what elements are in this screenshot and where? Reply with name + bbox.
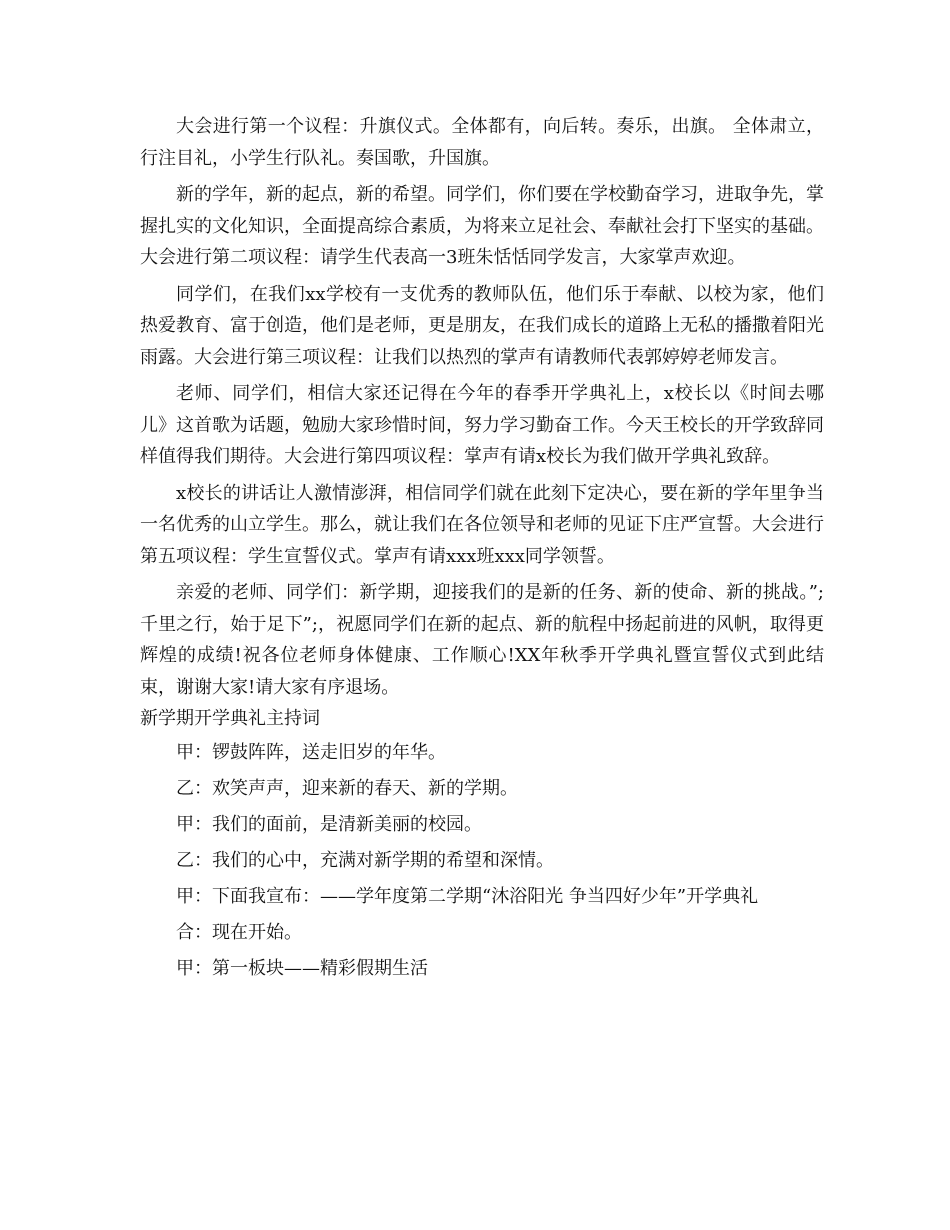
dialog-line: 乙：欢笑声声，迎来新的春天、新的学期。 <box>176 777 518 799</box>
dialog-line: 甲：我们的面前，是清新美丽的校园。 <box>176 813 482 835</box>
dialog-line: 甲：第一板块——精彩假期生活 <box>176 957 428 979</box>
dialog-line: 乙：我们的心中，充满对新学期的希望和深情。 <box>176 849 554 871</box>
section-title: 新学期开学典礼主持词 <box>140 708 320 729</box>
dialog-line: 甲：锣鼓阵阵，送走旧岁的年华。 <box>176 741 446 763</box>
document-body <box>140 111 824 987</box>
dialog-line: 合：现在开始。 <box>176 921 302 943</box>
paragraph-teachers: 同学们，在我们xx学校有一支优秀的教师队伍，他们乐于奉献、以校为家，他们热爱教育、富于创造，他们是老师，更是朋友，在我们成长的道路上无私的播撒着阳光雨露。大会进行第三项议程：让我们以热烈的掌声有请教师代表郭婷婷老师发言。 <box>140 283 824 368</box>
paragraph-new-school-year: 新的学年，新的起点，新的希望。同学们，你们要在学校勤奋学习，进取争先，掌握扎实的文化知识，全面提高综合素质，为将来立足社会、奉献社会打下坚实的基础。大会进行第二项议程：请学生代表高一3班朱恬恬同学发言，大家掌声欢迎。 <box>140 184 824 268</box>
dialog-line: 甲：下面我宣布：——学年度第二学期“沐浴阳光 争当四好少年”开学典礼 <box>176 885 759 907</box>
paragraph-closing: 亲爱的老师、同学们：新学期，迎接我们的是新的任务、新的使命、新的挑战。”;千里之行，始于足下”;，祝愿同学们在新的起点、新的航程中扬起前进的风帆，取得更辉煌的成绩!祝各位老师身体健康、工作顺心!XX年秋季开学典礼暨宣誓仪式到此结束，谢谢大家!请大家有序退场。 <box>140 582 824 698</box>
paragraph-flag-raising: 大会进行第一个议程：升旗仪式。全体都有，向后转。奏乐，出旗。 全体肃立，行注目礼，小学生行队礼。奏国歌，升国旗。 <box>140 116 824 169</box>
paragraph-oath: x校长的讲话让人激情澎湃，相信同学们就在此刻下定决心，要在新的学年里争当一名优秀的山立学生。那么，就让我们在各位领导和老师的见证下庄严宣誓。大会进行第五项议程：学生宣誓仪式。掌声有请xxx班xxx同学领誓。 <box>140 482 824 567</box>
paragraph-principal-speech: 老师、同学们，相信大家还记得在今年的春季开学典礼上，x校长以《时间去哪儿》这首歌为话题，勉励大家珍惜时间，努力学习勤奋工作。今天王校长的开学致辞同样值得我们期待。大会进行第四项议程：掌声有请x校长为我们做开学典礼致辞。 <box>140 383 824 467</box>
